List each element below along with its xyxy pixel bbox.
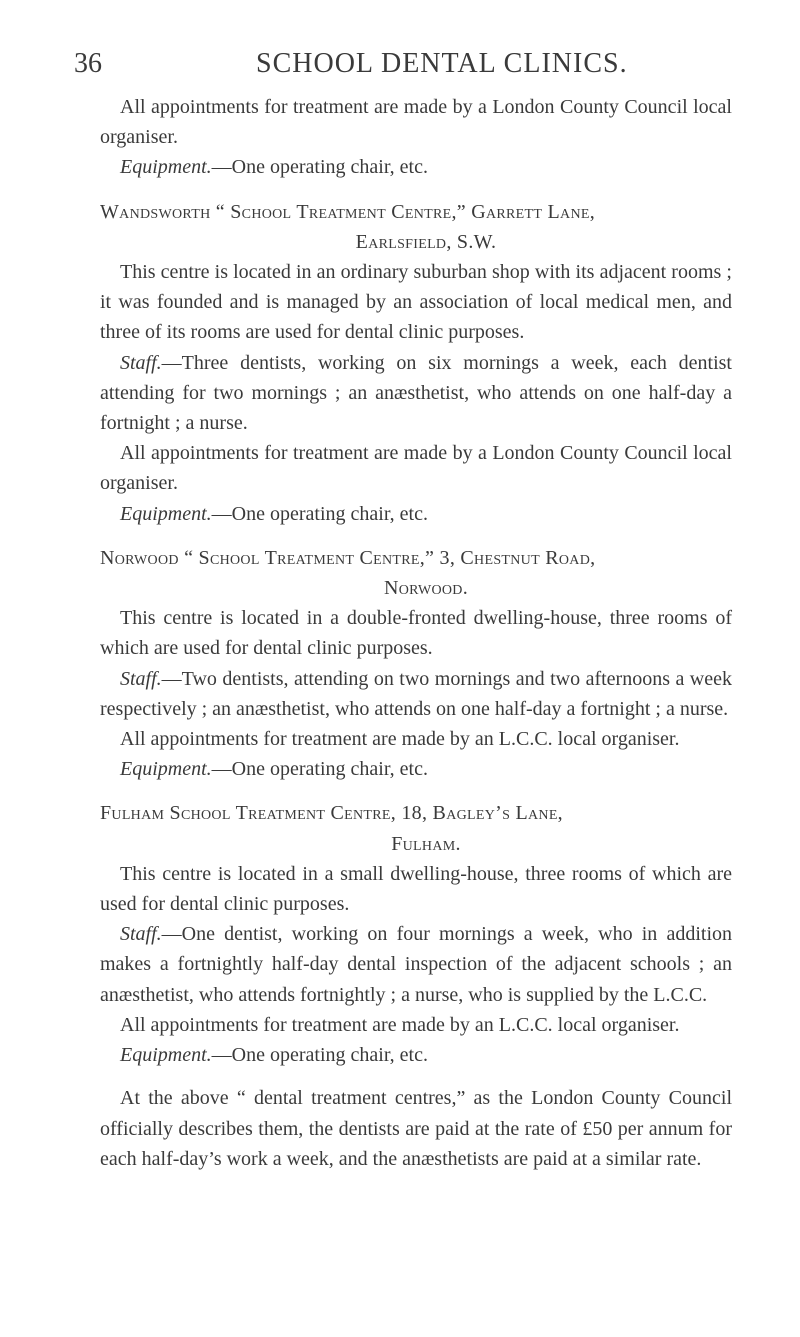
heading-line-2: Fulham. [391, 832, 461, 855]
body-text [100, 92, 732, 1174]
heading-line-2: Norwood. [383, 577, 469, 600]
wandsworth-description: This centre is located in an ordinary suburban shop with its adjacent rooms ; it was founded and is managed by an association of local medical men, and three of its rooms are used for dental clinic purposes. [100, 261, 732, 344]
page-number: 36 [74, 48, 102, 79]
norwood-staff [100, 664, 732, 724]
fulham-staff [100, 919, 732, 1010]
closing-paragraph: At the above “ dental treatment centres,” as the London County Council officially describes them, the dentists are paid at the rate of £50 per annum for each half-day’s work a week, and the anæsthetists are paid at a similar rate. [100, 1087, 732, 1170]
fulham-description: This centre is located in a small dwelling-house, three rooms of which are used for dental clinic purposes. [100, 862, 732, 916]
intro-equipment [100, 152, 732, 182]
staff-text: —Two dentists, attending on two mornings and two afternoons a week respectively ; an anæsthetist, who attends on one half-day a fortnight ; a nurse. [100, 667, 732, 720]
norwood-equipment [100, 754, 732, 784]
section-heading-fulham [100, 798, 732, 858]
staff-label: Staff. [120, 667, 162, 690]
equipment-text: —One operating chair, etc. [211, 156, 428, 179]
equipment-label: Equipment. [120, 1044, 212, 1067]
norwood-appointments: All appointments for treatment are made by an L.C.C. local organiser. [120, 728, 680, 751]
equipment-label: Equipment. [120, 502, 212, 525]
heading-line-2: Earlsfield, S.W. [355, 230, 497, 253]
staff-text: —One dentist, working on four mornings a week, who in addition makes a fortnightly half-day dental inspection of the adjacent schools ; an anæsthetist, who attends fortnightly ; a nurse, who is supplied by the L.C.C. [100, 923, 732, 1006]
staff-label: Staff. [120, 351, 162, 374]
running-title: SCHOOL DENTAL CLINICS. [256, 48, 628, 79]
wandsworth-appointments: All appointments for treatment are made by a London County Council local organiser. [100, 442, 732, 495]
heading-line-1: Norwood “ School Treatment Centre,” 3, Chestnut Road, [100, 546, 596, 569]
intro-appointments: All appointments for treatment are made by a London County Council local organiser. [100, 96, 732, 149]
staff-label: Staff. [120, 923, 162, 946]
fulham-appointments: All appointments for treatment are made by an L.C.C. local organiser. [120, 1013, 680, 1036]
equipment-text: —One operating chair, etc. [211, 758, 428, 781]
section-heading-wandsworth [100, 197, 732, 257]
heading-line-1: Fulham School Treatment Centre, 18, Bagley’s Lane, [100, 802, 563, 825]
equipment-label: Equipment. [120, 758, 212, 781]
equipment-text: —One operating chair, etc. [211, 1044, 428, 1067]
running-head [74, 44, 734, 84]
equipment-text: —One operating chair, etc. [211, 502, 428, 525]
wandsworth-staff [100, 348, 732, 439]
equipment-label: Equipment. [120, 156, 212, 179]
section-heading-norwood [100, 543, 732, 603]
staff-text: —Three dentists, working on six mornings a week, each dentist attending for two mornings ; an anæsthetist, who attends on one half-day a fortnight ; a nurse. [100, 351, 732, 435]
norwood-description: This centre is located in a double-fronted dwelling-house, three rooms of which are used for dental clinic purposes. [100, 607, 732, 660]
heading-line-1: Wandsworth “ School Treatment Centre,” Garrett Lane, [100, 200, 596, 223]
wandsworth-equipment [100, 499, 732, 529]
fulham-equipment [100, 1040, 732, 1070]
